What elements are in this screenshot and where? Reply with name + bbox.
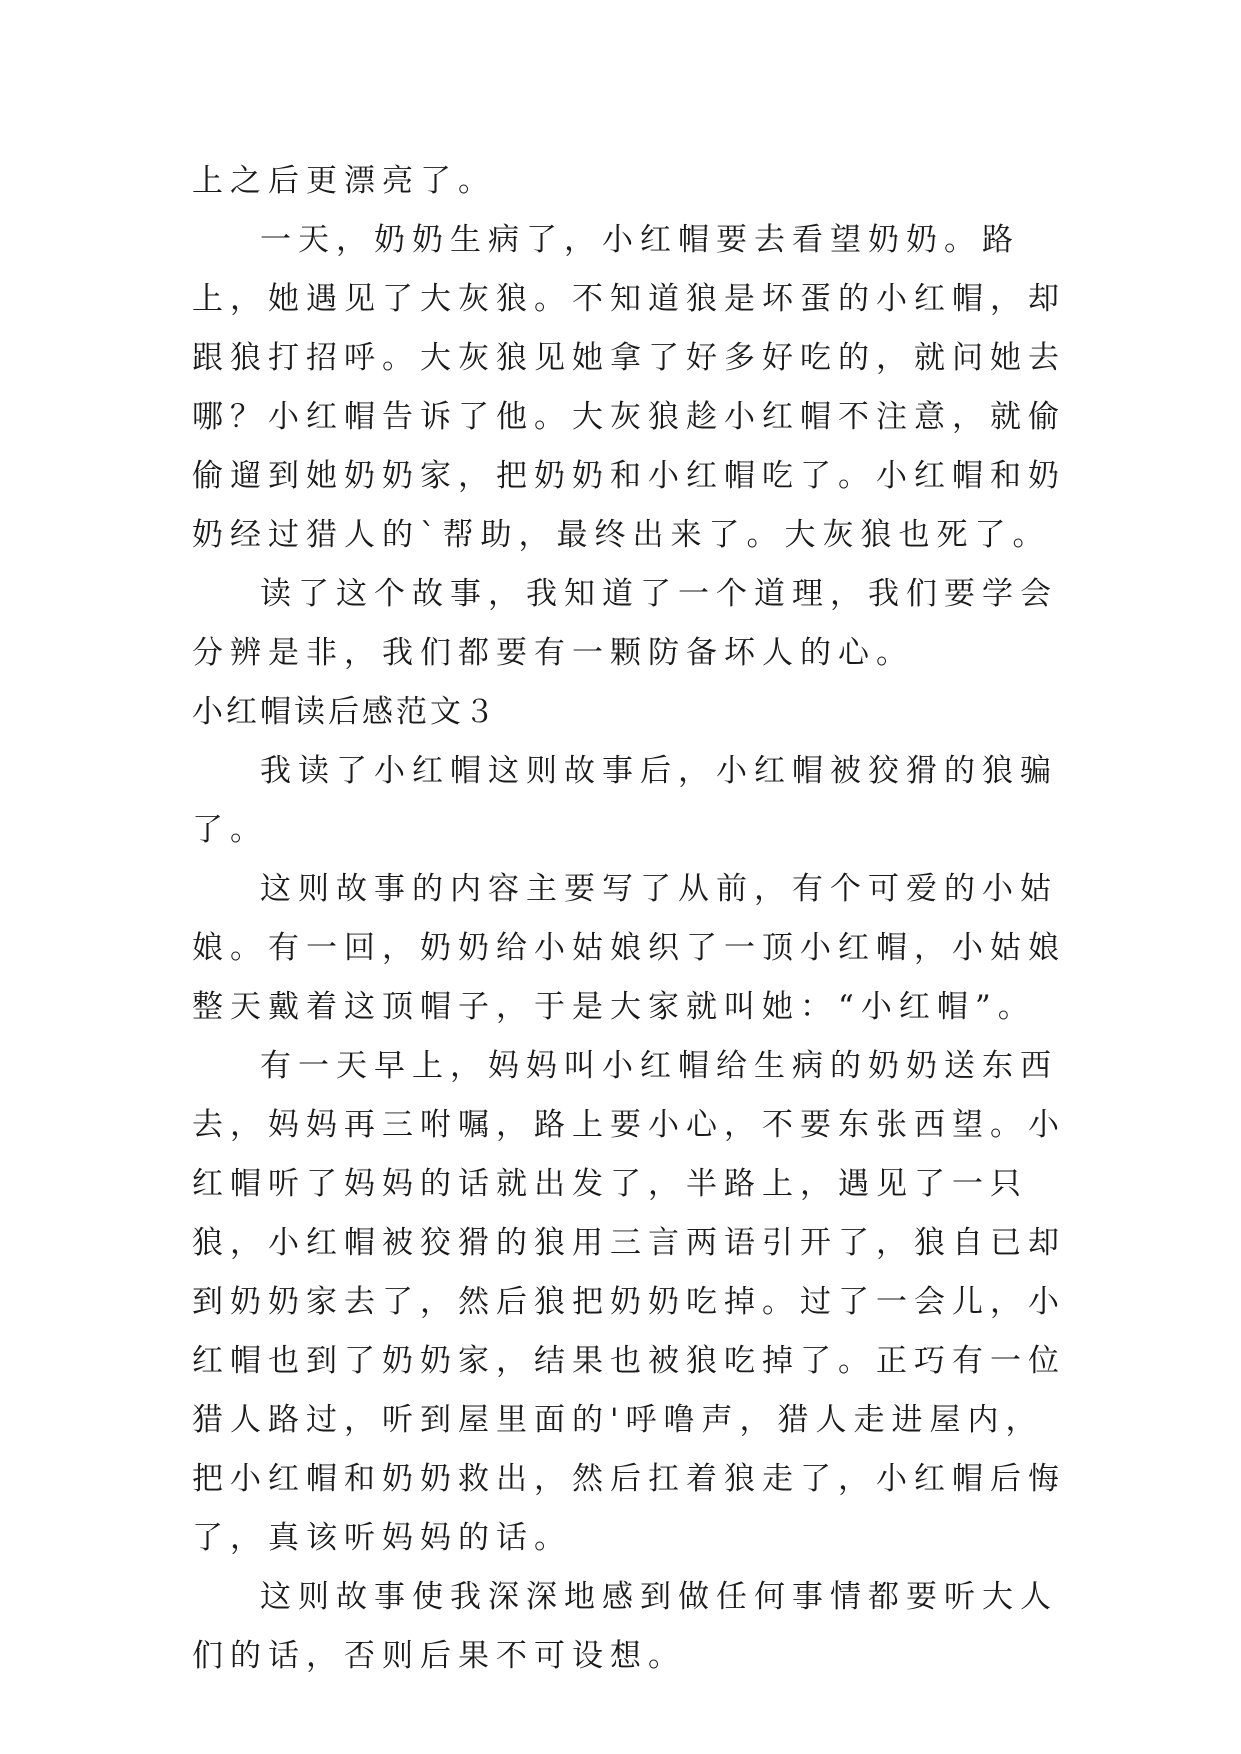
paragraph-lesson: 读了这个故事，我知道了一个道理，我们要学会分辨是非，我们都要有一颗防备坏人的心。	[192, 576, 1058, 671]
paragraph-conclusion: 这则故事使我深深地感到做任何事情都要听大人们的话，否则后果不可设想。	[192, 1579, 1058, 1674]
paragraph-continuation: 上之后更漂亮了。	[192, 163, 496, 199]
paragraph-content: 这则故事的内容主要写了从前，有个可爱的小姑娘。有一回，奶奶给小姑娘织了一顶小红帽，小姑娘整天戴着这顶帽子，于是大家就叫她：“小红帽”。	[192, 871, 1066, 1025]
section-heading: 小红帽读后感范文３	[192, 694, 498, 730]
paragraph-intro: 我读了小红帽这则故事后，小红帽被狡猾的狼骗了。	[192, 753, 1058, 848]
paragraph-wolf-story: 一天，奶奶生病了，小红帽要去看望奶奶。路上，她遇见了大灰狼。不知道狼是坏蛋的小红帽，却跟狼打招呼。大灰狼见她拿了好多好吃的，就问她去哪？小红帽告诉了他。大灰狼趁小红帽不注意，就偷偷遛到她奶奶家，把奶奶和小红帽吃了。小红帽和奶奶经过猎人的`帮助，最终出来了。大灰狼也死了。	[192, 222, 1066, 553]
document-body	[192, 152, 1072, 1686]
paragraph-plot: 有一天早上，妈妈叫小红帽给生病的奶奶送东西去，妈妈再三咐嘱，路上要小心，不要东张西望。小红帽听了妈妈的话就出发了，半路上，遇见了一只狼，小红帽被狡猾的狼用三言两语引开了，狼自已却到奶奶家去了，然后狼把奶奶吃掉。过了一会儿，小红帽也到了奶奶家，结果也被狼吃掉了。正巧有一位猎人路过，听到屋里面的'呼噜声，猎人走进屋内，把小红帽和奶奶救出，然后扛着狼走了，小红帽后悔了，真该听妈妈的话。	[192, 1048, 1066, 1556]
